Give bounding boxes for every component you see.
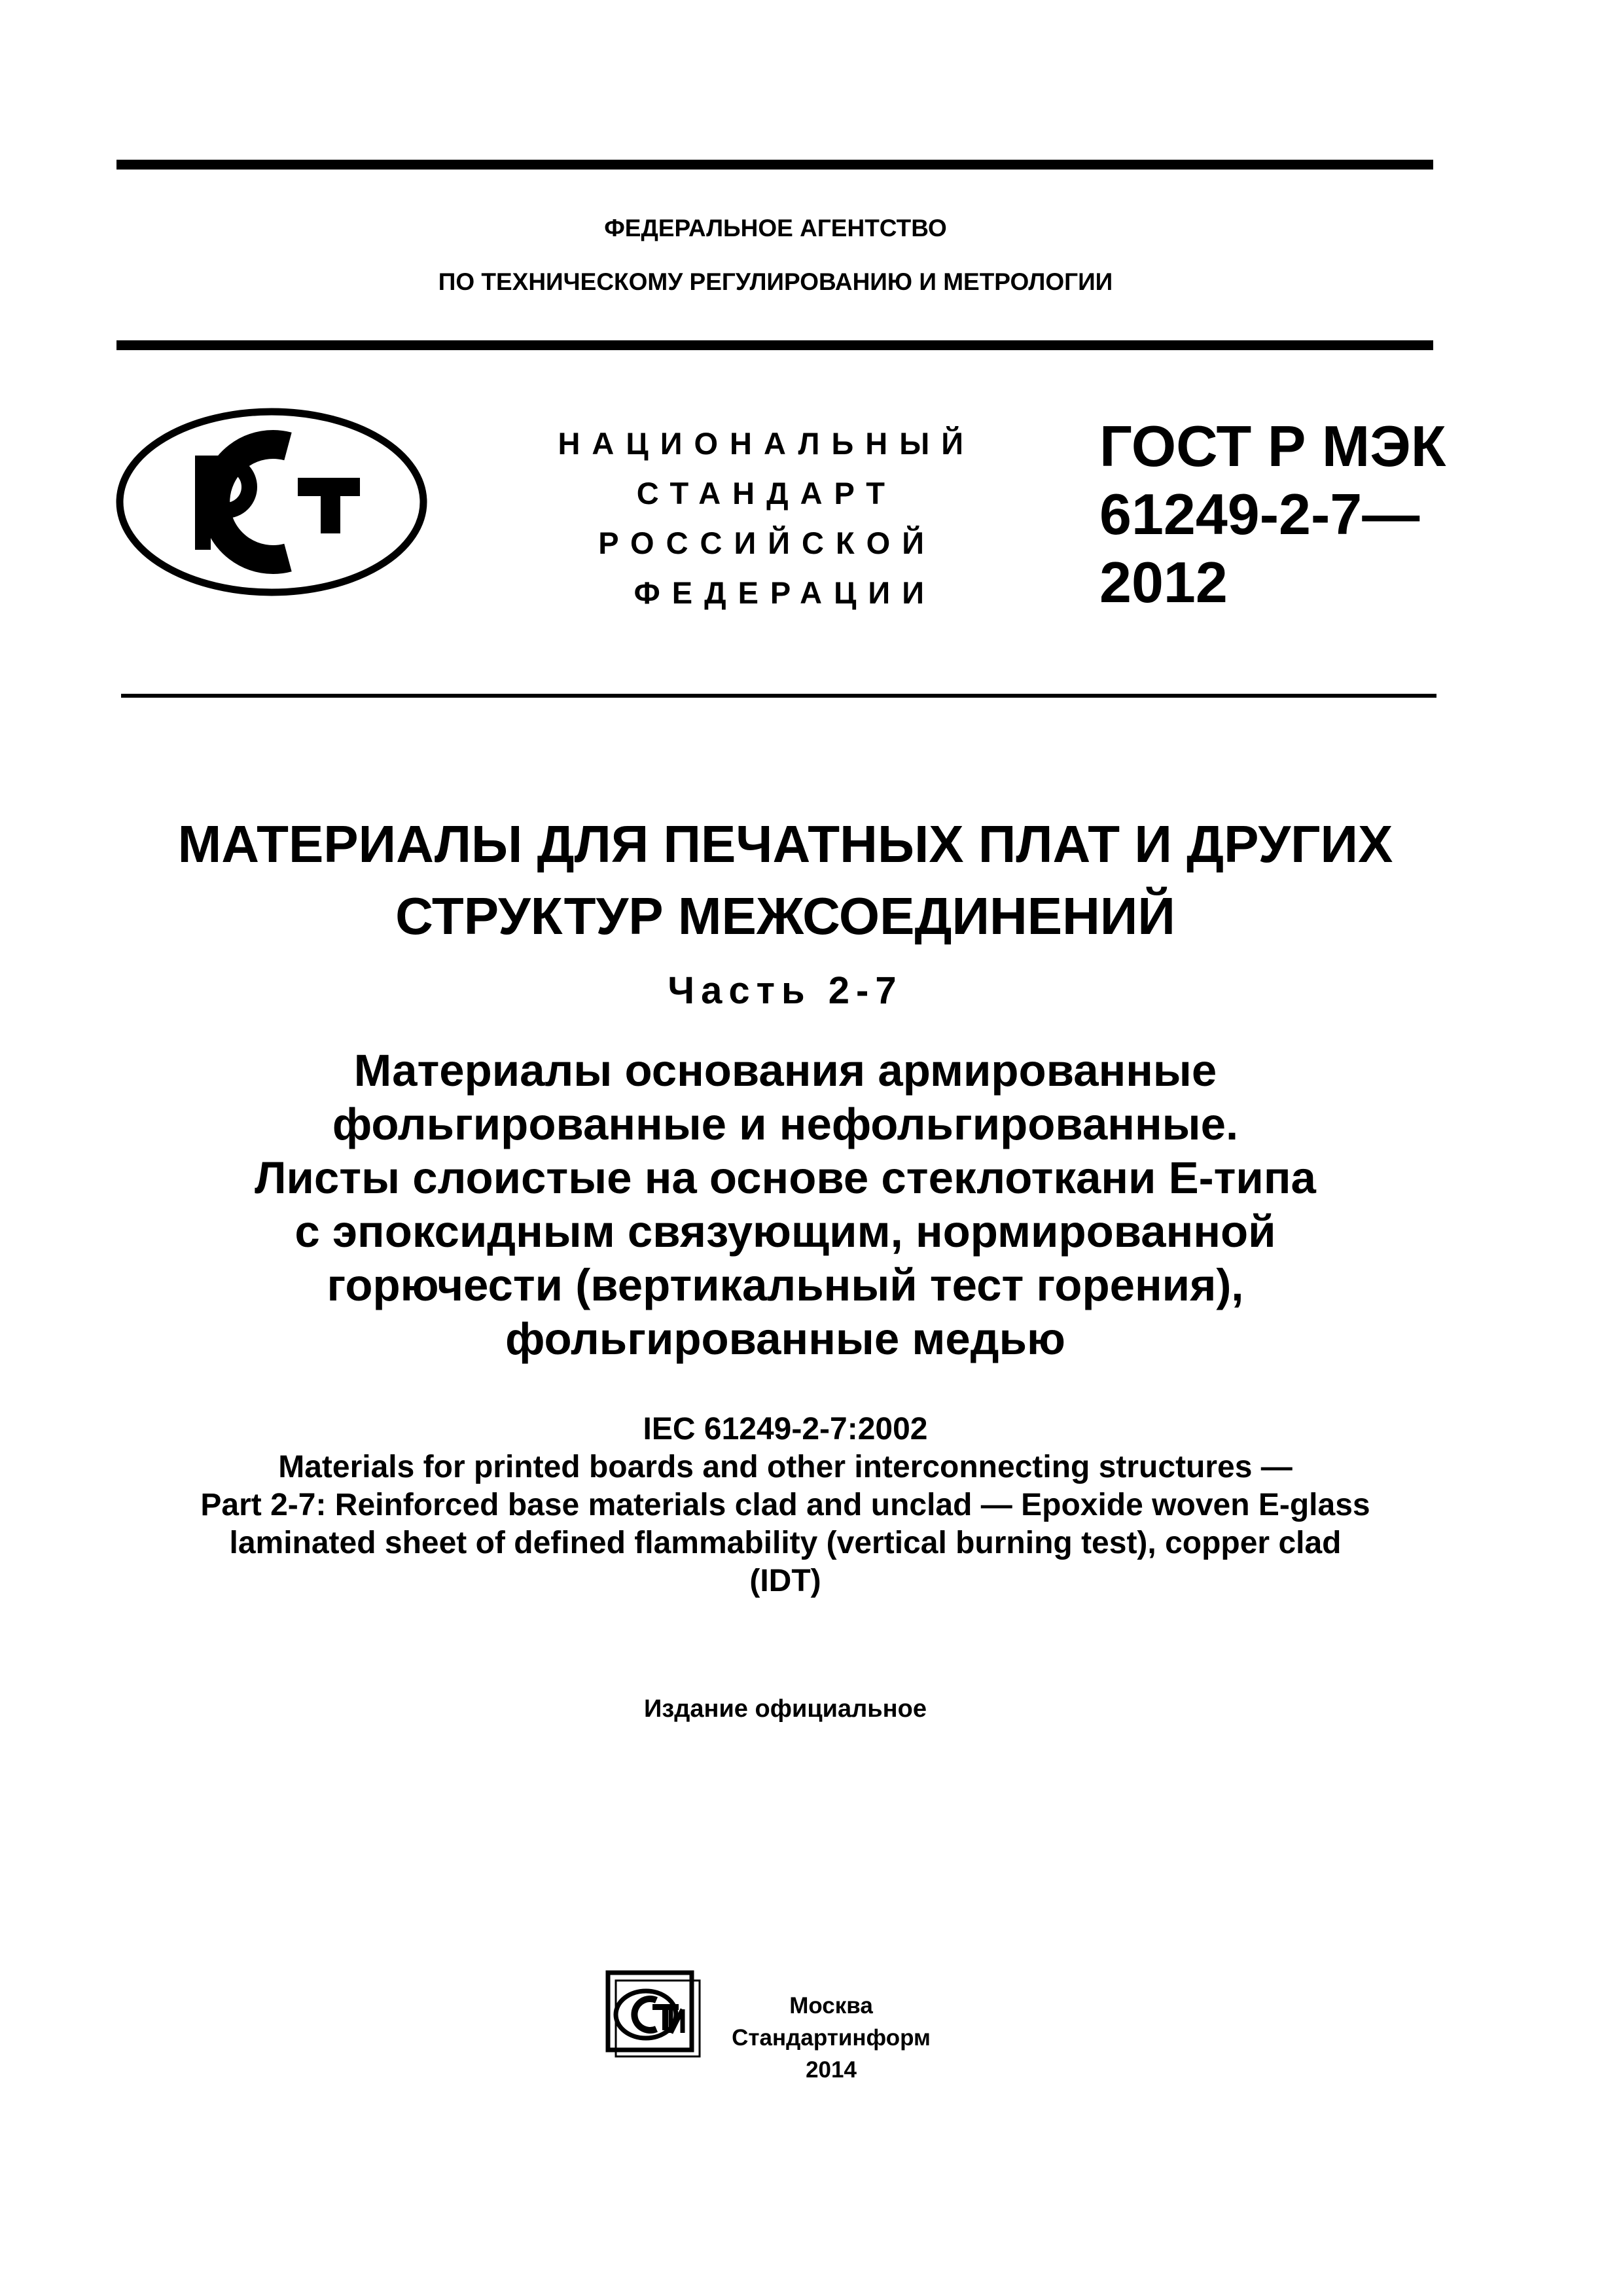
edition-label: Издание официальное	[644, 1695, 927, 1723]
natstd-line-1: НАЦИОНАЛЬНЫЙ	[558, 426, 975, 461]
agency-line-2: ПО ТЕХНИЧЕСКОМУ РЕГУЛИРОВАНИЮ И МЕТРОЛОГИИ	[438, 268, 1113, 295]
subtitle-line-5: горючести (вертикальный тест горения),	[327, 1260, 1244, 1310]
part-number: Часть 2-7	[668, 969, 903, 1012]
iec-reference	[105, 1410, 1466, 1600]
imprint-year: 2014	[806, 2057, 857, 2083]
imprint-publisher: Стандартинформ	[732, 2025, 931, 2051]
agency-line-1: ФЕДЕРАЛЬНОЕ АГЕНТСТВО	[604, 215, 947, 242]
imprint-city: Москва	[789, 1993, 873, 2018]
rst-certification-mark-icon	[115, 406, 429, 599]
title-line-2: СТРУКТУР МЕЖСОЕДИНЕНИЙ	[395, 887, 1175, 945]
subtitle-line-4: с эпоксидным связующим, нормированной	[294, 1206, 1276, 1257]
iec-line-1: IEC 61249-2-7:2002	[643, 1412, 928, 1446]
iec-line-5: (IDT)	[749, 1564, 821, 1598]
designation-line-2: 61249-2-7—	[1099, 482, 1420, 547]
designation-line-3: 2012	[1099, 550, 1228, 615]
subtitle-line-2: фольгированные и нефольгированные.	[332, 1099, 1239, 1149]
iec-line-4: laminated sheet of defined flammability (vertical burning test), copper clad	[229, 1526, 1342, 1560]
national-standard-label	[517, 419, 975, 618]
natstd-line-4: ФЕДЕРАЦИИ	[633, 575, 936, 610]
document-title	[105, 808, 1466, 952]
header-bottom-rule	[121, 694, 1436, 698]
standard-designation	[1099, 412, 1492, 617]
natstd-line-3: РОССИЙСКОЙ	[598, 526, 936, 560]
iec-line-2: Materials for printed boards and other interconnecting structures —	[278, 1450, 1293, 1484]
natstd-line-2: СТАНДАРТ	[636, 476, 897, 511]
subtitle-line-3: Листы слоистые на основе стеклоткани Е-типа	[255, 1153, 1316, 1203]
standartinform-logo-icon	[605, 1970, 704, 2058]
designation-line-1: ГОСТ Р МЭК	[1099, 414, 1446, 478]
agency-bottom-rule	[116, 340, 1433, 350]
title-line-1: МАТЕРИАЛЫ ДЛЯ ПЕЧАТНЫХ ПЛАТ И ДРУГИХ	[177, 815, 1393, 873]
document-subtitle	[105, 1044, 1466, 1366]
imprint	[720, 1990, 942, 2086]
top-rule	[116, 160, 1433, 170]
iec-line-3: Part 2-7: Reinforced base materials clad and unclad — Epoxide woven E-glass	[200, 1488, 1370, 1522]
subtitle-line-1: Материалы основания армированные	[353, 1045, 1217, 1096]
subtitle-line-6: фольгированные медью	[505, 1314, 1065, 1364]
